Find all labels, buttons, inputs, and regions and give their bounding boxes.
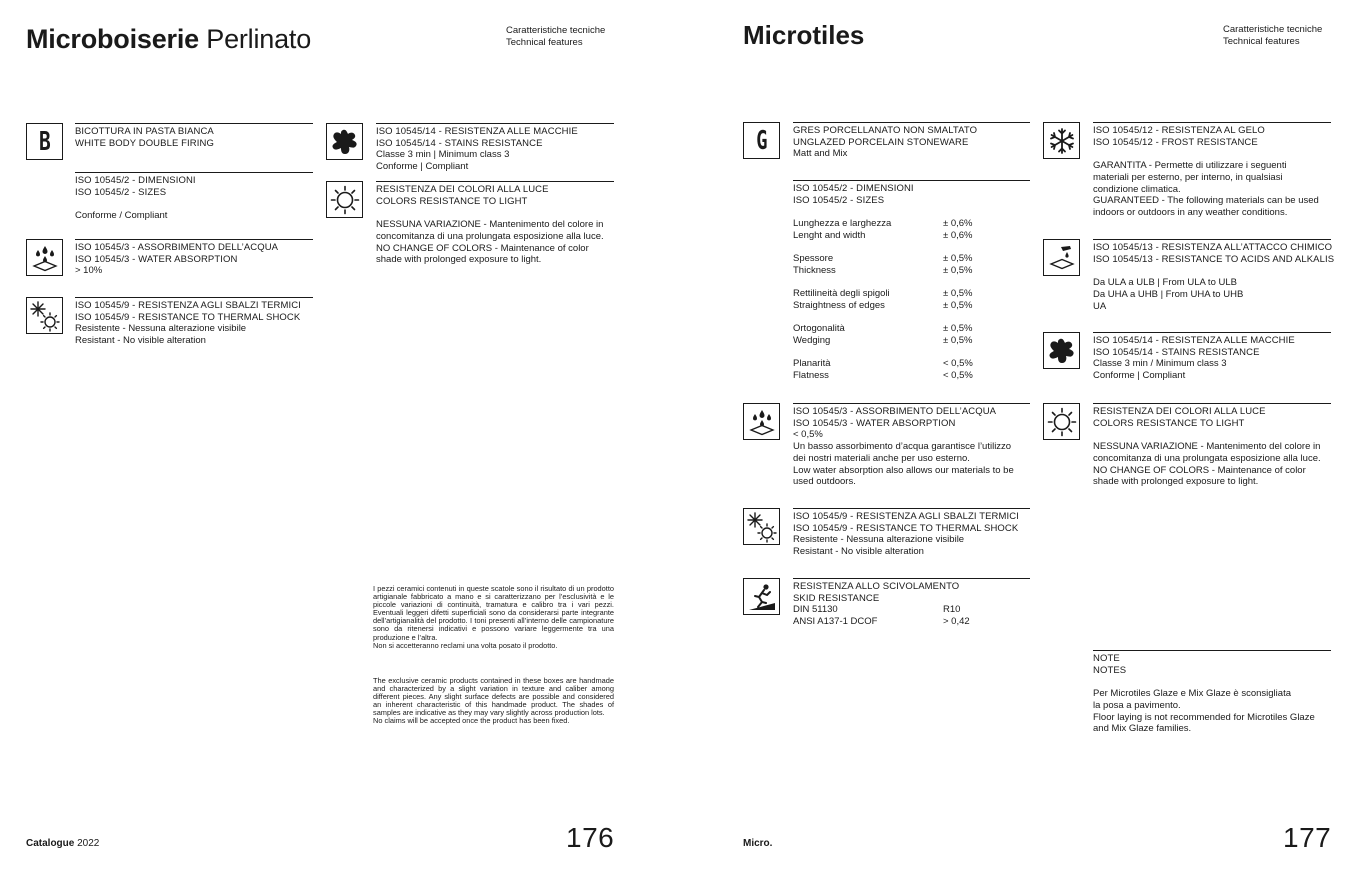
right-page-title: Microtiles xyxy=(743,20,865,50)
left-water-block: ISO 10545/3 - ASSORBIMENTO DELL’ACQUA ISO 10545/3 - WATER ABSORPTION > 10% xyxy=(75,239,313,277)
snowflake-icon xyxy=(1043,122,1080,159)
sun-icon xyxy=(1043,403,1080,440)
right-sizes-block: ISO 10545/2 - DIMENSIONI ISO 10545/2 - SIZES Lunghezza e larghezza ± 0,6% Lenght and width ± 0,6% Spessore ± 0,5% Thickness ± 0,5% Rettilineità degli spigoli ± 0,5% Straightness of edges ± 0,5% Ortogonalità ± 0,5% Wedging ± 0,5% Planarità < 0,5% Flatness < 0,5% xyxy=(793,180,1030,382)
left-page-title xyxy=(26,24,311,54)
sun-icon xyxy=(326,181,363,218)
size-row: Thickness ± 0,5% xyxy=(793,264,973,276)
right-stains-block: ISO 10545/14 - RESISTENZA ALLE MACCHIE ISO 10545/14 - STAINS RESISTANCE Classe 3 min / Minimum class 3 Conforme | Compliant xyxy=(1093,332,1331,382)
thermal-shock-icon xyxy=(743,508,780,545)
skid-row: DIN 51130 R10 xyxy=(793,604,961,616)
size-row: Straightness of edges ± 0,5% xyxy=(793,299,973,311)
right-chemical-block: ISO 10545/13 - RESISTENZA ALL’ATTACCO CHIMICO ISO 10545/13 - RESISTANCE TO ACIDS AND ALKALIS Da ULA a ULB | From ULA to ULB Da UHA a UHB | From UHA to UHB UA xyxy=(1093,239,1331,312)
skid-row: ANSI A137-1 DCOF > 0,42 xyxy=(793,616,970,628)
water-absorption-icon xyxy=(743,403,780,440)
size-row: Flatness < 0,5% xyxy=(793,370,973,382)
right-frost-block: ISO 10545/12 - RESISTENZA AL GELO ISO 10545/12 - FROST RESISTANCE GARANTITA - Permette di utilizzare i seguenti materiali per esterno, per interno, in qualsiasi condizione climatica. GUARANTEED - The following materials can be used indoors or outdoors in any weather conditions. xyxy=(1093,122,1331,219)
size-row: Planarità < 0,5% xyxy=(793,358,973,370)
left-light-block: RESISTENZA DEI COLORI ALLA LUCE COLORS RESISTANCE TO LIGHT NESSUNA VARIAZIONE - Mantenimento del colore in concomitanza di una prolungata esposizione alla luce. NO CHANGE OF COLORS - Maintenance of color shade with prolonged exposure to light. xyxy=(376,181,614,266)
size-row: Spessore ± 0,5% xyxy=(793,253,973,265)
left-firing-block: BICOTTURA IN PASTA BIANCA WHITE BODY DOUBLE FIRING xyxy=(75,123,313,149)
right-page-number: 177 xyxy=(1283,822,1332,853)
chemical-resistance-icon xyxy=(1043,239,1080,276)
water-absorption-icon xyxy=(26,239,63,276)
right-notes-block: NOTE NOTES Per Microtiles Glaze e Mix Glaze è sconsigliata la posa a pavimento. Floor laying is not recommended for Microtiles Glaze and Mix Glaze families. xyxy=(1093,650,1331,735)
right-thermal-block: ISO 10545/9 - RESISTENZA AGLI SBALZI TERMICI ISO 10545/9 - RESISTANCE TO THERMAL SHOCK Resistente - Nessuna alterazione visibile Resistant - No visible alteration xyxy=(793,508,1030,558)
slip-resistance-icon xyxy=(743,578,780,615)
left-page-number: 176 xyxy=(566,822,615,853)
right-stoneware-block: GRES PORCELLANATO NON SMALTATO UNGLAZED PORCELAIN STONEWARE Matt and Mix xyxy=(793,122,1030,160)
right-water-block: ISO 10545/3 - ASSORBIMENTO DELL’ACQUA ISO 10545/3 - WATER ABSORPTION < 0,5% Un basso assorbimento d’acqua garantisce l’utilizzo dei nostri materiali anche per uso esterno. Low water absorption also allows our materials to be used outdoors. xyxy=(793,403,1030,488)
size-row: Rettilineità degli spigoli ± 0,5% xyxy=(793,288,973,300)
double-firing-icon: B xyxy=(26,123,63,160)
size-row: Wedging ± 0,5% xyxy=(793,335,973,347)
left-title-light: Perlinato xyxy=(206,24,312,54)
left-thermal-block: ISO 10545/9 - RESISTENZA AGLI SBALZI TERMICI ISO 10545/9 - RESISTANCE TO THERMAL SHOCK Resistente - Nessuna alterazione visibile Resistant - No visible alteration xyxy=(75,297,313,347)
size-row: Lenght and width ± 0,6% xyxy=(793,229,973,241)
stain-icon xyxy=(326,123,363,160)
disclaimer-italian: I pezzi ceramici contenuti in queste scatole sono il risultato di un prodotto artigianale fabbricato a mano e si caratterizzano per l’esclusività e le piccole variazioni di continuità, tramatura e calibro tra i vari pezzi. Eventuali leggeri difetti superficiali sono da considerarsi parte integrante dell’artigianalità del prodotto. I toni presenti all’interno delle campionature sono da ritenersi indicativi e possono variare leggermente tra una produzione e l’altra. Non si accetteranno reclami una volta posato il prodotto. xyxy=(373,584,614,650)
porcelain-stoneware-icon: G xyxy=(743,122,780,159)
left-stains-block: ISO 10545/14 - RESISTENZA ALLE MACCHIE ISO 10545/14 - STAINS RESISTANCE Classe 3 min | Minimum class 3 Conforme | Compliant xyxy=(376,123,614,173)
left-footer: Catalogue 2022 xyxy=(26,838,100,849)
right-skid-block: RESISTENZA ALLO SCIVOLAMENTO SKID RESISTANCE DIN 51130 R10 ANSI A137-1 DCOF > 0,42 xyxy=(793,578,1030,628)
right-footer-brand: Micro. xyxy=(743,838,773,849)
left-title-bold: Microboiserie xyxy=(26,24,199,54)
left-sizes-block: ISO 10545/2 - DIMENSIONI ISO 10545/2 - SIZES Conforme / Compliant xyxy=(75,172,313,222)
right-light-block: RESISTENZA DEI COLORI ALLA LUCE COLORS RESISTANCE TO LIGHT NESSUNA VARIAZIONE - Mantenimento del colore in concomitanza di una prolungata esposizione alla luce. NO CHANGE OF COLORS - Maintenance of color shade with prolonged exposure to light. xyxy=(1093,403,1331,488)
size-row: Ortogonalità ± 0,5% xyxy=(793,323,973,335)
thermal-shock-icon xyxy=(26,297,63,334)
disclaimer-english: The exclusive ceramic products contained in these boxes are handmade and characterized by a slight variation in texture and caliber among different pieces. Any slight surface defects are possible and considered an inherent characteristic of this handmade product. The shades of samples are indicative as they may vary slightly across production lots. No claims will be accepted once the product has been fixed. xyxy=(373,676,614,726)
stain-icon xyxy=(1043,332,1080,369)
left-tech-header: Caratteristiche tecniche Technical features xyxy=(506,25,606,48)
size-row: Lunghezza e larghezza ± 0,6% xyxy=(793,218,973,230)
right-tech-header: Caratteristiche tecniche Technical features xyxy=(1223,24,1323,47)
